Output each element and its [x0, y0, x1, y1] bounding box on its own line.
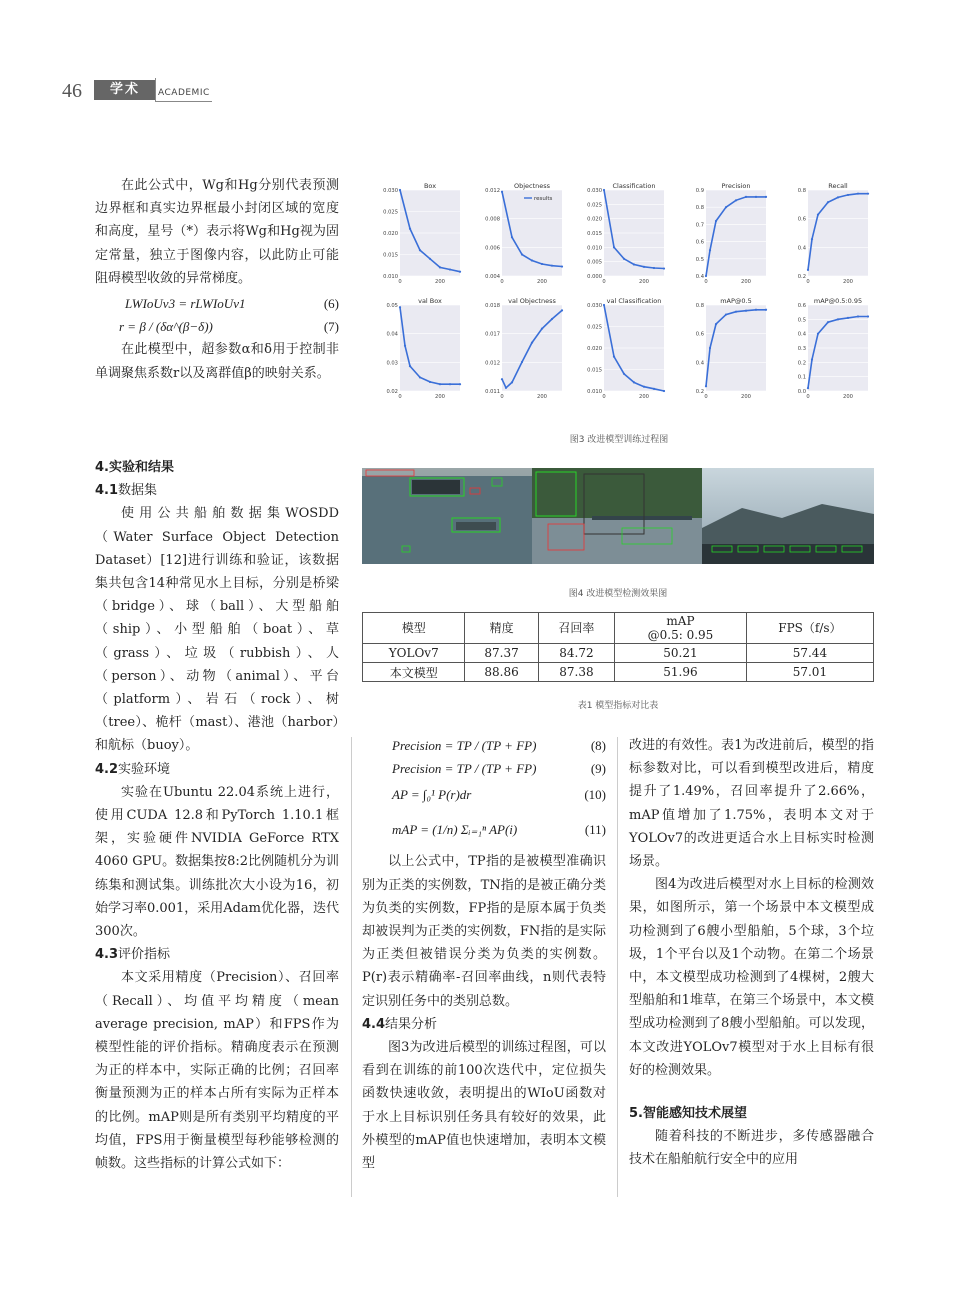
equation-number: (7) — [323, 319, 339, 335]
x-tick-label: 200 — [537, 394, 547, 400]
column-3 — [629, 734, 874, 1172]
y-tick-label: 0.2 — [797, 360, 806, 367]
table-cell: 87.37 — [465, 644, 538, 663]
data-point — [807, 269, 809, 271]
section-heading: 4.实验和结果 — [95, 460, 174, 475]
data-point — [663, 390, 665, 392]
subsection-heading — [95, 758, 339, 781]
y-tick-label: 0.017 — [485, 331, 500, 338]
data-point — [643, 266, 645, 268]
data-point — [603, 304, 605, 306]
data-point — [449, 383, 451, 385]
table-cell: YOLOv7 — [363, 644, 465, 663]
y-tick-label: 0.015 — [383, 252, 398, 259]
data-point — [837, 196, 839, 198]
y-tick-label: 0.025 — [587, 202, 602, 209]
y-tick-label: 0.8 — [797, 188, 806, 194]
y-tick-label: 0.012 — [485, 188, 500, 194]
data-point — [551, 265, 553, 267]
y-tick-label: 0.4 — [797, 331, 806, 338]
y-tick-label: 0.012 — [485, 360, 500, 367]
data-point — [847, 194, 849, 196]
x-tick-label: 200 — [537, 279, 547, 285]
equation-6 — [95, 292, 339, 315]
detection-scene-2 — [532, 468, 702, 564]
data-point — [715, 323, 717, 325]
data-point — [705, 385, 707, 387]
x-tick-label: 0 — [602, 279, 606, 285]
y-tick-label: 0.8 — [695, 205, 704, 212]
data-point — [531, 342, 533, 344]
data-point — [867, 315, 869, 317]
data-point — [653, 388, 655, 390]
data-point — [705, 275, 707, 277]
x-tick-label: 0 — [398, 394, 402, 400]
subsection-title: 评价指标 — [118, 947, 171, 963]
data-point — [633, 263, 635, 265]
data-point — [715, 220, 717, 222]
subsection-number: 4.3 — [95, 947, 119, 963]
subplot-title: mAP@0.5:0.95 — [813, 297, 863, 305]
subsection-heading — [95, 943, 339, 966]
data-point — [817, 333, 819, 335]
subplot-title: mAP@0.5 — [720, 297, 752, 305]
data-point — [653, 267, 655, 269]
y-tick-label: 0.015 — [587, 367, 602, 374]
subsection-title: 实验环境 — [118, 761, 171, 777]
plot-background — [706, 305, 766, 391]
column-divider — [351, 737, 352, 1197]
column-1-bottom — [95, 456, 339, 1175]
page-number: 46 — [62, 80, 82, 102]
detection-results-figure — [362, 468, 874, 564]
subplot-title: Objectness — [513, 182, 551, 190]
y-tick-label: 0.8 — [695, 303, 704, 309]
y-tick-label: 0.02 — [386, 389, 398, 395]
y-tick-label: 0.010 — [587, 389, 602, 395]
y-tick-label: 0.020 — [587, 346, 602, 352]
y-tick-label: 0.6 — [695, 331, 704, 338]
data-point — [857, 315, 859, 317]
y-tick-label: 0.008 — [485, 216, 500, 223]
x-tick-label: 200 — [843, 394, 853, 400]
data-point — [623, 373, 625, 375]
table-cell: 87.38 — [538, 663, 614, 682]
table-row — [363, 644, 874, 663]
data-point — [409, 228, 411, 230]
paragraph: 实验在Ubuntu 22.04系统上进行，使用CUDA 12.8和PyTorch 1.10.1框架，实验硬件NVIDIA GeForce RTX 4060 GPU。数据集按8:2比例随机分为训练集和测试集。训练批次大小设为16，初始学习率0.001，采用Adam优化器，迭代300次。 — [95, 784, 340, 940]
data-point — [643, 386, 645, 388]
paragraph: 改进的有效性。表1为改进前后，模型的指标参数对比，可以看到模型改进后，精度提升了1.49%，召回率提升了2.66%，mAP值增加了1.75%，表明本文对于YOLOv7的改进更适合水上目标实时检测场景。 — [629, 738, 874, 870]
data-point — [449, 268, 451, 270]
equation-8 — [362, 734, 606, 757]
data-point — [725, 206, 727, 208]
subplot-title: Classification — [612, 182, 656, 190]
column-divider — [617, 737, 618, 1197]
data-point — [501, 191, 503, 193]
x-tick-label: 200 — [435, 279, 445, 285]
table-1-caption: 表1 模型指标对比表 — [577, 701, 659, 711]
x-tick-label: 200 — [741, 279, 751, 285]
column-1-top — [95, 174, 339, 385]
data-point — [439, 266, 441, 268]
table-header-cell: 精度 — [465, 613, 538, 644]
data-point — [459, 271, 461, 273]
data-point — [827, 201, 829, 203]
paragraph: 随着科技的不断进步，多传感器融合技术在船舶航行安全中的应用 — [629, 1129, 874, 1168]
paragraph: 使用公共船舶数据集WOSDD（Water Surface Object Detection Dataset）[12]进行训练和验证，该数据集共包含14种常见水上目标，分别是桥梁（bridge）、球（ball）、大型船舶（ship）、小型船舶（boat）、草（grass）、垃圾（rubbish）、人（person）、动物（animal）、平台（platform）、岩石（rock）、树（tree）、桅杆（mast）、港池（harbor）和航标（buoy）。 — [95, 506, 339, 754]
y-tick-label: 0.5 — [797, 317, 806, 324]
y-tick-label: 0.006 — [485, 245, 500, 252]
subplot-title: Recall — [828, 182, 848, 190]
x-tick-label: 0 — [704, 394, 708, 400]
data-point — [439, 383, 441, 385]
data-point — [827, 321, 829, 323]
subplot-title: val Classification — [606, 297, 662, 305]
data-point — [429, 381, 431, 383]
y-tick-label: 0.4 — [695, 360, 704, 367]
subsection-number: 4.2 — [95, 761, 119, 777]
data-point — [745, 196, 747, 198]
equation-7 — [95, 315, 339, 338]
x-tick-label: 200 — [843, 279, 853, 285]
table-header-row — [363, 613, 874, 644]
subsection-title: 数据集 — [118, 483, 158, 499]
data-point — [511, 236, 513, 238]
data-point — [531, 259, 533, 261]
data-point — [521, 253, 523, 255]
y-tick-label: 0.020 — [383, 231, 398, 237]
paragraph: 图3为改进后模型的训练过程图，可以看到在训练的前100次迭代中，定位损失函数快速收敛，表明提出的WIoU函数对于水上目标识别任务具有较好的效果，此外模型的mAP值也快速增加，表明本文模型 — [362, 1040, 606, 1172]
data-point — [521, 361, 523, 363]
data-point — [735, 311, 737, 313]
y-tick-label: 0.4 — [797, 245, 806, 252]
data-point — [561, 265, 563, 267]
equation-number: (9) — [590, 761, 606, 777]
equation-number: (11) — [584, 822, 606, 838]
data-point — [459, 383, 461, 385]
subplot-title: Box — [423, 182, 437, 190]
y-tick-label: 0.020 — [587, 216, 602, 223]
data-point — [811, 358, 813, 360]
y-tick-label: 0.1 — [797, 374, 806, 381]
equation-11 — [362, 810, 606, 850]
subsection-heading — [95, 479, 339, 502]
column-2 — [362, 734, 606, 1175]
y-tick-label: 0.2 — [797, 274, 806, 280]
y-tick-label: 0.03 — [386, 360, 398, 367]
table-cell: 88.86 — [465, 663, 538, 682]
equation-text: LWIoUv3 = rLWIoUv1 — [125, 296, 246, 312]
data-point — [765, 309, 767, 311]
table-cell: 57.01 — [746, 663, 873, 682]
y-tick-label: 0.9 — [695, 188, 704, 194]
y-tick-label: 0.015 — [587, 231, 602, 237]
equation-number: (6) — [323, 296, 339, 312]
data-point — [811, 238, 813, 240]
x-tick-label: 200 — [639, 394, 649, 400]
data-point — [709, 249, 711, 251]
y-tick-label: 0.025 — [587, 324, 602, 331]
data-point — [837, 318, 839, 320]
plot-background — [400, 305, 460, 391]
equation-number: (8) — [590, 738, 606, 753]
x-tick-label: 0 — [704, 279, 708, 285]
legend-label: results — [534, 196, 553, 202]
y-tick-label: 0.3 — [797, 346, 806, 352]
table-cell: 57.44 — [746, 644, 873, 663]
data-point — [765, 196, 767, 198]
training-curves-figure — [364, 180, 874, 410]
data-point — [404, 345, 406, 347]
data-point — [511, 381, 513, 383]
detection-scene-1 — [362, 468, 532, 564]
y-tick-label: 0.2 — [695, 389, 704, 395]
data-point — [541, 328, 543, 330]
figure-4-caption: 图4 改进模型检测效果图 — [568, 589, 668, 599]
equation-text: mAP = (1/n) Σᵢ₌₁ⁿ AP(i) — [392, 822, 518, 838]
subsection-number: 4.4 — [362, 1016, 386, 1032]
subsection-title: 结果分析 — [385, 1016, 438, 1032]
table-header-cell: mAP @0.5: 0.95 — [615, 613, 747, 644]
y-tick-label: 0.005 — [587, 259, 602, 266]
equation-text: Precision = TP / (TP + FP) — [392, 761, 537, 777]
x-tick-label: 0 — [602, 394, 606, 400]
table-cell: 51.96 — [615, 663, 747, 682]
data-point — [603, 189, 605, 191]
metrics-table — [362, 612, 874, 682]
y-tick-label: 0.011 — [485, 389, 500, 395]
y-tick-label: 0.004 — [485, 274, 500, 280]
equation-text: r = β / (δα^(β−δ)) — [119, 319, 213, 335]
x-tick-label: 200 — [741, 394, 751, 400]
plot-background — [808, 190, 868, 276]
x-tick-label: 200 — [435, 394, 445, 400]
data-point — [561, 309, 563, 311]
paragraph: 在此公式中，Wg和Hg分别代表预测边界框和真实边界框最小封闭区域的宽度和高度，星号（*）表示将Wg和Hg视为固定常量，独立于图像内容，以此防止可能阻碍模型收敛的异常梯度。 — [95, 178, 339, 286]
y-tick-label: 0.025 — [383, 209, 398, 216]
x-tick-label: 0 — [806, 394, 810, 400]
data-point — [735, 199, 737, 201]
y-tick-label: 0.0 — [797, 389, 806, 395]
table-header-cell: 模型 — [363, 613, 465, 644]
y-tick-label: 0.7 — [695, 222, 704, 229]
y-tick-label: 0.5 — [695, 256, 704, 263]
paragraph: 本文采用精度（Precision）、召回率（Recall）、均值平均精度（mean average precision, mAP）和FPS作为模型性能的评价指标。精确度表示在预测为正的样本中，实际正确的比例；召回率衡量预测为正的样本占所有实际为正样本的比例。mAP则是所有类别平均精度的平均值，FPS用于衡量模型每秒能够检测的帧数。这些指标的计算公式如下： — [95, 970, 339, 1172]
data-point — [745, 310, 747, 312]
subsection-heading — [362, 1013, 606, 1036]
plot-background — [706, 190, 766, 276]
table-cell: 50.21 — [615, 644, 747, 663]
data-point — [633, 381, 635, 383]
data-point — [419, 249, 421, 251]
y-tick-label: 0.018 — [485, 303, 500, 309]
data-point — [505, 387, 507, 389]
equation-9 — [362, 757, 606, 780]
section-heading: 5.智能感知技术展望 — [629, 1106, 747, 1122]
data-point — [807, 387, 809, 389]
data-point — [817, 213, 819, 215]
y-tick-label: 0.030 — [383, 188, 398, 194]
subplot-title: val Box — [418, 297, 442, 305]
detection-scene-3 — [702, 468, 874, 564]
x-tick-label: 0 — [398, 279, 402, 285]
header-line — [156, 101, 212, 102]
equation-text: AP = ∫₀¹ P(r)dr — [392, 787, 472, 803]
table-row — [363, 663, 874, 682]
paragraph: 在此模型中，超参数α和δ用于控制非单调聚焦系数r以及离群值β的映射关系。 — [95, 342, 339, 381]
data-point — [755, 196, 757, 198]
y-tick-label: 0.05 — [386, 303, 398, 309]
equation-10 — [362, 780, 606, 810]
data-point — [419, 376, 421, 378]
paragraph: 图4为改进后模型对水上目标的检测效果，如图所示，第一个场景中本文模型成功检测到了6艘小型船舶，5个球，3个垃圾，1个平台以及1个动物。在第二个场景中，本文模型成功检测到了4棵树，2艘大型船舶和1堆草，在第三个场景中，本文模型成功检测到了8艘小型船舶。可以发现，本文改进YOLOv7模型对于水上目标有很好的检测效果。 — [629, 877, 874, 1078]
x-tick-label: 0 — [806, 279, 810, 285]
data-point — [541, 263, 543, 265]
table-cell: 本文模型 — [363, 663, 465, 682]
figure-3-caption: 图3 改进模型训练过程图 — [569, 435, 669, 445]
y-tick-label: 0.030 — [587, 303, 602, 309]
data-point — [663, 267, 665, 269]
x-tick-label: 200 — [639, 279, 649, 285]
subplot-title: Precision — [721, 182, 751, 190]
y-tick-label: 0.030 — [587, 188, 602, 194]
equation-number: (10) — [584, 787, 606, 803]
data-point — [847, 317, 849, 319]
subsection-number: 4.1 — [95, 483, 119, 499]
data-point — [501, 378, 503, 380]
section-label: 学术 — [94, 80, 156, 100]
table-header-cell: FPS（f/s） — [746, 613, 873, 644]
y-tick-label: 0.6 — [695, 239, 704, 246]
header-tick — [155, 78, 156, 102]
data-point — [399, 306, 401, 308]
y-tick-label: 0.04 — [386, 331, 398, 338]
y-tick-label: 0.000 — [587, 274, 602, 280]
data-point — [399, 189, 401, 191]
y-tick-label: 0.6 — [797, 216, 806, 223]
data-point — [613, 356, 615, 358]
data-point — [725, 313, 727, 315]
subplot-title: val Objectness — [508, 297, 556, 305]
data-point — [551, 318, 553, 320]
data-point — [409, 365, 411, 367]
table-header-cell: 召回率 — [538, 613, 614, 644]
data-point — [755, 309, 757, 311]
section-label-en: ACADEMIC — [158, 88, 210, 98]
data-point — [623, 258, 625, 260]
data-point — [429, 258, 431, 260]
paragraph: 以上公式中，TP指的是被模型准确识别为正类的实例数，TN指的是被正确分类为负类的实例数，FP指的是原本属于负类却被误判为正类的实例数，FN指的是实际为正类但被错误分类为负类的实例数。P(r)表示精确率-召回率曲线，n则代表特定识别任务中的类别总数。 — [362, 854, 606, 1009]
equation-text: Precision = TP / (TP + FP) — [392, 738, 537, 753]
y-tick-label: 0.4 — [695, 274, 704, 280]
x-tick-label: 0 — [500, 279, 504, 285]
table-cell: 84.72 — [538, 644, 614, 663]
y-tick-label: 0.010 — [587, 245, 602, 252]
data-point — [857, 193, 859, 195]
data-point — [867, 193, 869, 195]
data-point — [613, 246, 615, 248]
data-point — [709, 347, 711, 349]
y-tick-label: 0.010 — [383, 274, 398, 280]
y-tick-label: 0.6 — [797, 303, 806, 309]
x-tick-label: 0 — [500, 394, 504, 400]
